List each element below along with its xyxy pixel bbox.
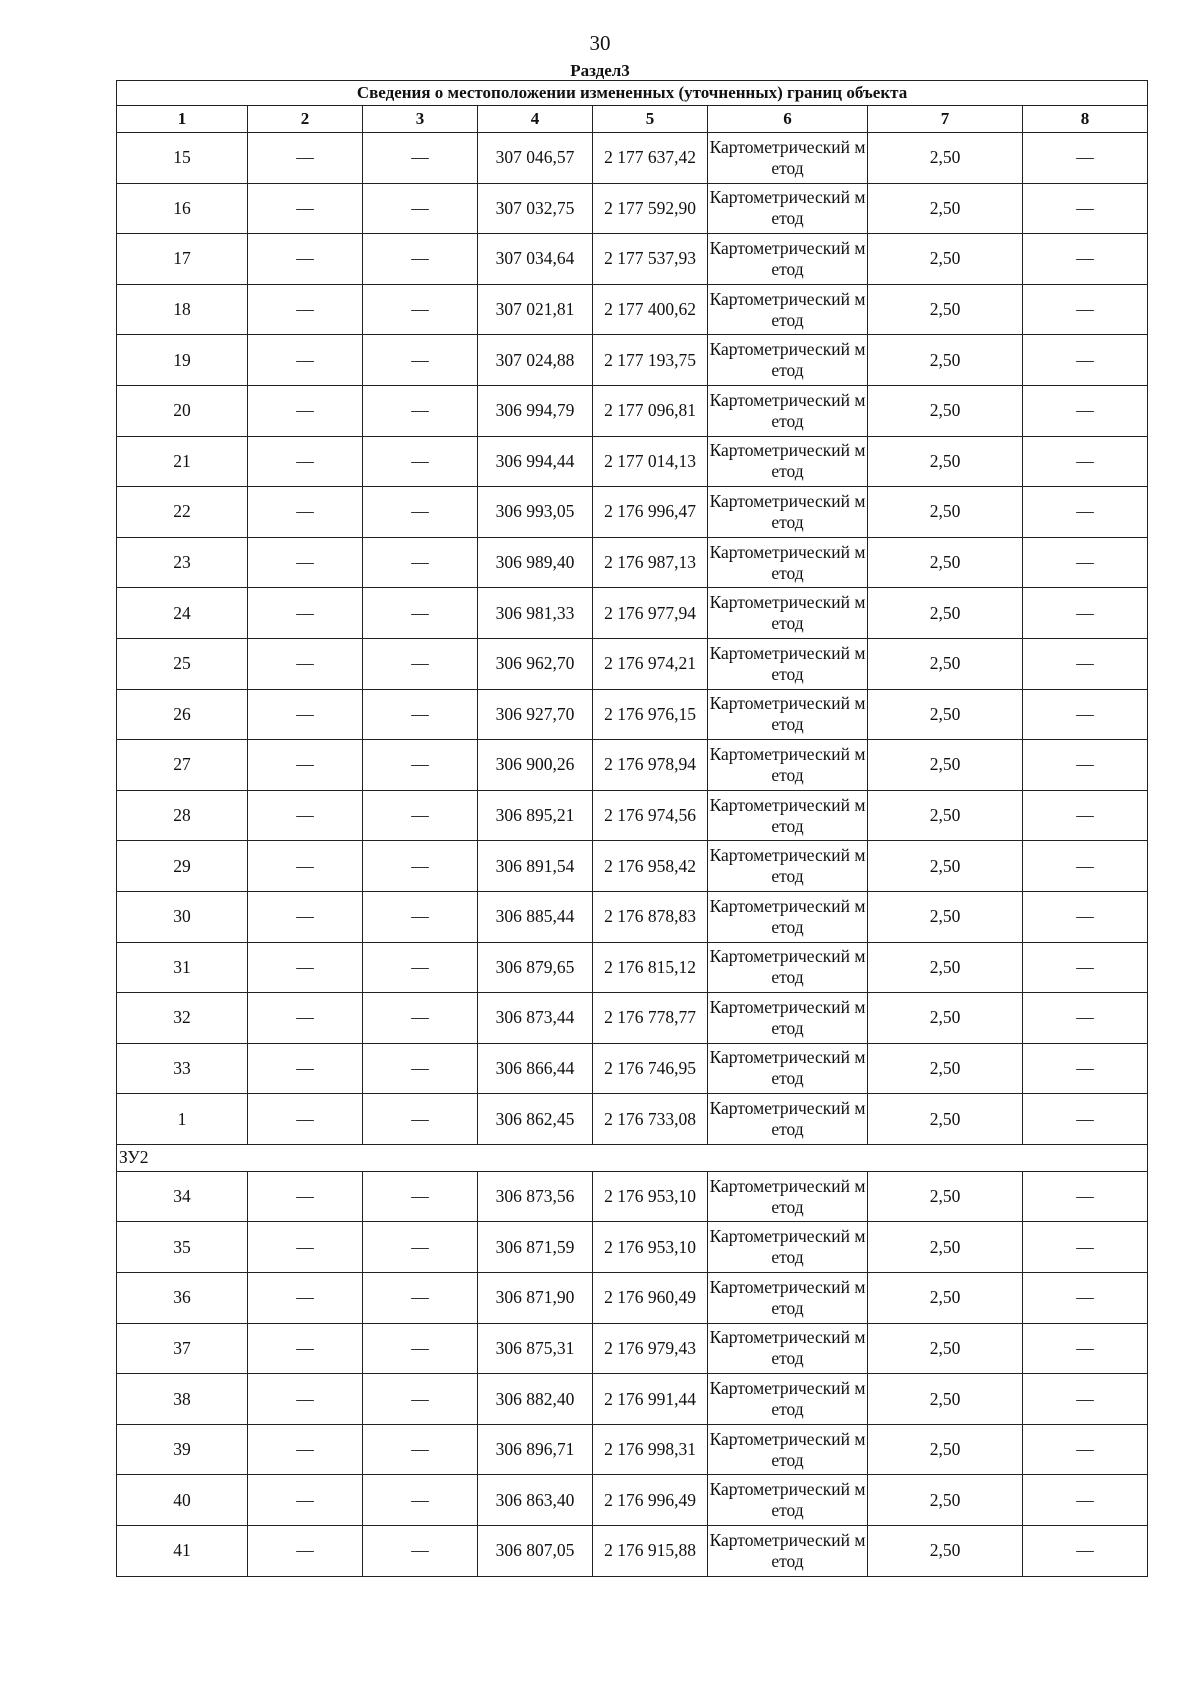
accuracy-cell: 2,50	[868, 234, 1023, 285]
method-cell: Картометрический метод	[708, 537, 868, 588]
x-coordinate-cell: 306 885,44	[478, 891, 593, 942]
dash-cell: —	[248, 841, 363, 892]
dash-cell: —	[248, 1094, 363, 1145]
dash-cell: —	[1023, 183, 1148, 234]
y-coordinate-cell: 2 176 996,49	[593, 1475, 708, 1526]
dash-cell: —	[363, 942, 478, 993]
x-coordinate-cell: 307 021,81	[478, 284, 593, 335]
accuracy-cell: 2,50	[868, 487, 1023, 538]
accuracy-cell: 2,50	[868, 993, 1023, 1044]
method-cell: Картометрический метод	[708, 588, 868, 639]
point-number-cell: 20	[117, 385, 248, 436]
table-row	[117, 1475, 1148, 1526]
table-row	[117, 588, 1148, 639]
method-cell: Картометрический метод	[708, 740, 868, 791]
x-coordinate-cell: 306 879,65	[478, 942, 593, 993]
accuracy-cell: 2,50	[868, 385, 1023, 436]
method-cell: Картометрический метод	[708, 1094, 868, 1145]
y-coordinate-cell: 2 176 998,31	[593, 1424, 708, 1475]
dash-cell: —	[363, 335, 478, 386]
dash-cell: —	[1023, 284, 1148, 335]
method-cell: Картометрический метод	[708, 1222, 868, 1273]
accuracy-cell: 2,50	[868, 1094, 1023, 1145]
point-number-cell: 26	[117, 689, 248, 740]
dash-cell: —	[1023, 638, 1148, 689]
column-header: 2	[248, 106, 363, 133]
dash-cell: —	[1023, 841, 1148, 892]
dash-cell: —	[248, 1475, 363, 1526]
x-coordinate-cell: 306 994,44	[478, 436, 593, 487]
x-coordinate-cell: 306 895,21	[478, 790, 593, 841]
dash-cell: —	[363, 234, 478, 285]
dash-cell: —	[1023, 1526, 1148, 1577]
accuracy-cell: 2,50	[868, 1222, 1023, 1273]
method-cell: Картометрический метод	[708, 1526, 868, 1577]
x-coordinate-cell: 306 871,90	[478, 1273, 593, 1324]
dash-cell: —	[363, 1273, 478, 1324]
point-number-cell: 38	[117, 1374, 248, 1425]
table-row	[117, 841, 1148, 892]
x-coordinate-cell: 306 875,31	[478, 1323, 593, 1374]
accuracy-cell: 2,50	[868, 942, 1023, 993]
dash-cell: —	[1023, 588, 1148, 639]
group-section	[117, 1144, 1148, 1171]
y-coordinate-cell: 2 176 733,08	[593, 1094, 708, 1145]
dash-cell: —	[363, 588, 478, 639]
y-coordinate-cell: 2 176 991,44	[593, 1374, 708, 1425]
dash-cell: —	[363, 1526, 478, 1577]
dash-cell: —	[363, 1374, 478, 1425]
dash-cell: —	[248, 133, 363, 184]
accuracy-cell: 2,50	[868, 841, 1023, 892]
y-coordinate-cell: 2 176 746,95	[593, 1043, 708, 1094]
x-coordinate-cell: 306 981,33	[478, 588, 593, 639]
point-number-cell: 36	[117, 1273, 248, 1324]
method-cell: Картометрический метод	[708, 436, 868, 487]
dash-cell: —	[363, 1094, 478, 1145]
table-row	[117, 1171, 1148, 1222]
x-coordinate-cell: 306 866,44	[478, 1043, 593, 1094]
point-number-cell: 16	[117, 183, 248, 234]
dash-cell: —	[248, 740, 363, 791]
method-cell: Картометрический метод	[708, 1273, 868, 1324]
point-number-cell: 18	[117, 284, 248, 335]
method-cell: Картометрический метод	[708, 891, 868, 942]
method-cell: Картометрический метод	[708, 689, 868, 740]
dash-cell: —	[248, 942, 363, 993]
y-coordinate-cell: 2 176 778,77	[593, 993, 708, 1044]
accuracy-cell: 2,50	[868, 133, 1023, 184]
x-coordinate-cell: 306 863,40	[478, 1475, 593, 1526]
y-coordinate-cell: 2 176 958,42	[593, 841, 708, 892]
point-number-cell: 24	[117, 588, 248, 639]
dash-cell: —	[1023, 1043, 1148, 1094]
dash-cell: —	[248, 183, 363, 234]
table-row	[117, 1043, 1148, 1094]
y-coordinate-cell: 2 176 953,10	[593, 1222, 708, 1273]
point-number-cell: 30	[117, 891, 248, 942]
dash-cell: —	[363, 133, 478, 184]
dash-cell: —	[1023, 133, 1148, 184]
table-row	[117, 942, 1148, 993]
dash-cell: —	[1023, 335, 1148, 386]
accuracy-cell: 2,50	[868, 335, 1023, 386]
x-coordinate-cell: 307 034,64	[478, 234, 593, 285]
dash-cell: —	[1023, 942, 1148, 993]
dash-cell: —	[1023, 1171, 1148, 1222]
table-header-row	[117, 106, 1148, 133]
accuracy-cell: 2,50	[868, 638, 1023, 689]
table-row	[117, 133, 1148, 184]
method-cell: Картометрический метод	[708, 487, 868, 538]
y-coordinate-cell: 2 176 953,10	[593, 1171, 708, 1222]
table-row	[117, 638, 1148, 689]
point-number-cell: 23	[117, 537, 248, 588]
dash-cell: —	[248, 284, 363, 335]
point-number-cell: 21	[117, 436, 248, 487]
dash-cell: —	[363, 1323, 478, 1374]
dash-cell: —	[248, 1323, 363, 1374]
column-header: 3	[363, 106, 478, 133]
y-coordinate-cell: 2 177 637,42	[593, 133, 708, 184]
accuracy-cell: 2,50	[868, 689, 1023, 740]
table-caption-row	[117, 81, 1148, 106]
method-cell: Картометрический метод	[708, 1374, 868, 1425]
y-coordinate-cell: 2 177 096,81	[593, 385, 708, 436]
y-coordinate-cell: 2 177 014,13	[593, 436, 708, 487]
table-row	[117, 487, 1148, 538]
dash-cell: —	[363, 993, 478, 1044]
dash-cell: —	[248, 537, 363, 588]
dash-cell: —	[248, 385, 363, 436]
accuracy-cell: 2,50	[868, 183, 1023, 234]
table-row	[117, 891, 1148, 942]
x-coordinate-cell: 306 900,26	[478, 740, 593, 791]
point-number-cell: 34	[117, 1171, 248, 1222]
table-row	[117, 537, 1148, 588]
y-coordinate-cell: 2 176 996,47	[593, 487, 708, 538]
method-cell: Картометрический метод	[708, 335, 868, 386]
dash-cell: —	[248, 487, 363, 538]
dash-cell: —	[248, 1222, 363, 1273]
y-coordinate-cell: 2 176 979,43	[593, 1323, 708, 1374]
method-cell: Картометрический метод	[708, 841, 868, 892]
x-coordinate-cell: 306 927,70	[478, 689, 593, 740]
y-coordinate-cell: 2 176 976,15	[593, 689, 708, 740]
x-coordinate-cell: 306 873,44	[478, 993, 593, 1044]
table-caption: Сведения о местоположении измененных (уточненных) границ объекта	[117, 81, 1148, 106]
point-number-cell: 39	[117, 1424, 248, 1475]
y-coordinate-cell: 2 177 537,93	[593, 234, 708, 285]
point-number-cell: 22	[117, 487, 248, 538]
table-row	[117, 993, 1148, 1044]
dash-cell: —	[1023, 1222, 1148, 1273]
method-cell: Картометрический метод	[708, 1043, 868, 1094]
x-coordinate-cell: 306 873,56	[478, 1171, 593, 1222]
dash-cell: —	[363, 740, 478, 791]
point-number-cell: 35	[117, 1222, 248, 1273]
column-header: 8	[1023, 106, 1148, 133]
dash-cell: —	[1023, 487, 1148, 538]
accuracy-cell: 2,50	[868, 284, 1023, 335]
column-header: 6	[708, 106, 868, 133]
dash-cell: —	[1023, 1475, 1148, 1526]
x-coordinate-cell: 306 989,40	[478, 537, 593, 588]
x-coordinate-cell: 306 962,70	[478, 638, 593, 689]
accuracy-cell: 2,50	[868, 588, 1023, 639]
y-coordinate-cell: 2 176 974,56	[593, 790, 708, 841]
point-number-cell: 32	[117, 993, 248, 1044]
accuracy-cell: 2,50	[868, 740, 1023, 791]
group-label: ЗУ2	[117, 1144, 1148, 1171]
table-row	[117, 335, 1148, 386]
dash-cell: —	[363, 790, 478, 841]
accuracy-cell: 2,50	[868, 1475, 1023, 1526]
column-header: 4	[478, 106, 593, 133]
dash-cell: —	[363, 1171, 478, 1222]
table-row	[117, 740, 1148, 791]
point-number-cell: 33	[117, 1043, 248, 1094]
table-row	[117, 1323, 1148, 1374]
page-number: 30	[589, 31, 611, 55]
dash-cell: —	[363, 1475, 478, 1526]
table-row	[117, 183, 1148, 234]
dash-cell: —	[1023, 740, 1148, 791]
dash-cell: —	[363, 689, 478, 740]
boundary-coordinates-table	[116, 80, 1148, 1577]
dash-cell: —	[248, 234, 363, 285]
dash-cell: —	[1023, 1094, 1148, 1145]
accuracy-cell: 2,50	[868, 1526, 1023, 1577]
accuracy-cell: 2,50	[868, 1273, 1023, 1324]
y-coordinate-cell: 2 177 193,75	[593, 335, 708, 386]
y-coordinate-cell: 2 176 977,94	[593, 588, 708, 639]
point-number-cell: 17	[117, 234, 248, 285]
x-coordinate-cell: 306 994,79	[478, 385, 593, 436]
dash-cell: —	[1023, 689, 1148, 740]
dash-cell: —	[363, 841, 478, 892]
y-coordinate-cell: 2 176 960,49	[593, 1273, 708, 1324]
table-row	[117, 284, 1148, 335]
dash-cell: —	[1023, 537, 1148, 588]
dash-cell: —	[248, 891, 363, 942]
method-cell: Картометрический метод	[708, 385, 868, 436]
table-row	[117, 1424, 1148, 1475]
dash-cell: —	[1023, 1424, 1148, 1475]
x-coordinate-cell: 307 032,75	[478, 183, 593, 234]
table-row	[117, 1526, 1148, 1577]
dash-cell: —	[248, 1526, 363, 1577]
dash-cell: —	[248, 1043, 363, 1094]
accuracy-cell: 2,50	[868, 790, 1023, 841]
point-number-cell: 40	[117, 1475, 248, 1526]
dash-cell: —	[1023, 1273, 1148, 1324]
table-body-part1	[117, 133, 1148, 1145]
x-coordinate-cell: 306 891,54	[478, 841, 593, 892]
table-row	[117, 385, 1148, 436]
x-coordinate-cell: 306 807,05	[478, 1526, 593, 1577]
point-number-cell: 41	[117, 1526, 248, 1577]
method-cell: Картометрический метод	[708, 790, 868, 841]
method-cell: Картометрический метод	[708, 1424, 868, 1475]
dash-cell: —	[363, 487, 478, 538]
column-header: 1	[117, 106, 248, 133]
dash-cell: —	[248, 1273, 363, 1324]
dash-cell: —	[248, 638, 363, 689]
accuracy-cell: 2,50	[868, 1043, 1023, 1094]
method-cell: Картометрический метод	[708, 234, 868, 285]
dash-cell: —	[1023, 1374, 1148, 1425]
y-coordinate-cell: 2 177 400,62	[593, 284, 708, 335]
dash-cell: —	[248, 689, 363, 740]
method-cell: Картометрический метод	[708, 1323, 868, 1374]
x-coordinate-cell: 307 024,88	[478, 335, 593, 386]
point-number-cell: 27	[117, 740, 248, 791]
dash-cell: —	[1023, 385, 1148, 436]
point-number-cell: 25	[117, 638, 248, 689]
dash-cell: —	[248, 1171, 363, 1222]
y-coordinate-cell: 2 176 987,13	[593, 537, 708, 588]
table-row	[117, 234, 1148, 285]
accuracy-cell: 2,50	[868, 436, 1023, 487]
dash-cell: —	[1023, 234, 1148, 285]
dash-cell: —	[1023, 1323, 1148, 1374]
method-cell: Картометрический метод	[708, 993, 868, 1044]
table-row	[117, 436, 1148, 487]
dash-cell: —	[363, 183, 478, 234]
accuracy-cell: 2,50	[868, 1323, 1023, 1374]
x-coordinate-cell: 307 046,57	[478, 133, 593, 184]
accuracy-cell: 2,50	[868, 1171, 1023, 1222]
x-coordinate-cell: 306 896,71	[478, 1424, 593, 1475]
dash-cell: —	[248, 588, 363, 639]
group-row	[117, 1144, 1148, 1171]
dash-cell: —	[363, 1222, 478, 1273]
dash-cell: —	[1023, 790, 1148, 841]
y-coordinate-cell: 2 176 815,12	[593, 942, 708, 993]
method-cell: Картометрический метод	[708, 942, 868, 993]
point-number-cell: 31	[117, 942, 248, 993]
x-coordinate-cell: 306 882,40	[478, 1374, 593, 1425]
dash-cell: —	[363, 1424, 478, 1475]
x-coordinate-cell: 306 993,05	[478, 487, 593, 538]
point-number-cell: 28	[117, 790, 248, 841]
dash-cell: —	[248, 1424, 363, 1475]
table-row	[117, 1222, 1148, 1273]
dash-cell: —	[363, 638, 478, 689]
column-header: 5	[593, 106, 708, 133]
point-number-cell: 37	[117, 1323, 248, 1374]
x-coordinate-cell: 306 871,59	[478, 1222, 593, 1273]
y-coordinate-cell: 2 177 592,90	[593, 183, 708, 234]
method-cell: Картометрический метод	[708, 1171, 868, 1222]
dash-cell: —	[363, 436, 478, 487]
method-cell: Картометрический метод	[708, 183, 868, 234]
y-coordinate-cell: 2 176 915,88	[593, 1526, 708, 1577]
method-cell: Картометрический метод	[708, 133, 868, 184]
accuracy-cell: 2,50	[868, 891, 1023, 942]
dash-cell: —	[248, 335, 363, 386]
dash-cell: —	[248, 790, 363, 841]
section-title: Раздел3	[570, 61, 630, 80]
dash-cell: —	[363, 1043, 478, 1094]
x-coordinate-cell: 306 862,45	[478, 1094, 593, 1145]
point-number-cell: 19	[117, 335, 248, 386]
method-cell: Картометрический метод	[708, 284, 868, 335]
method-cell: Картометрический метод	[708, 1475, 868, 1526]
column-header: 7	[868, 106, 1023, 133]
dash-cell: —	[363, 284, 478, 335]
accuracy-cell: 2,50	[868, 1374, 1023, 1425]
dash-cell: —	[1023, 891, 1148, 942]
dash-cell: —	[363, 537, 478, 588]
accuracy-cell: 2,50	[868, 1424, 1023, 1475]
table-row	[117, 790, 1148, 841]
dash-cell: —	[248, 993, 363, 1044]
method-cell: Картометрический метод	[708, 638, 868, 689]
table-body-part2	[117, 1171, 1148, 1576]
point-number-cell: 15	[117, 133, 248, 184]
point-number-cell: 29	[117, 841, 248, 892]
table-row	[117, 1374, 1148, 1425]
table-row	[117, 689, 1148, 740]
dash-cell: —	[363, 385, 478, 436]
dash-cell: —	[1023, 436, 1148, 487]
point-number-cell: 1	[117, 1094, 248, 1145]
y-coordinate-cell: 2 176 878,83	[593, 891, 708, 942]
table-row	[117, 1273, 1148, 1324]
dash-cell: —	[363, 891, 478, 942]
dash-cell: —	[248, 1374, 363, 1425]
y-coordinate-cell: 2 176 974,21	[593, 638, 708, 689]
dash-cell: —	[248, 436, 363, 487]
dash-cell: —	[1023, 993, 1148, 1044]
table-row	[117, 1094, 1148, 1145]
y-coordinate-cell: 2 176 978,94	[593, 740, 708, 791]
accuracy-cell: 2,50	[868, 537, 1023, 588]
